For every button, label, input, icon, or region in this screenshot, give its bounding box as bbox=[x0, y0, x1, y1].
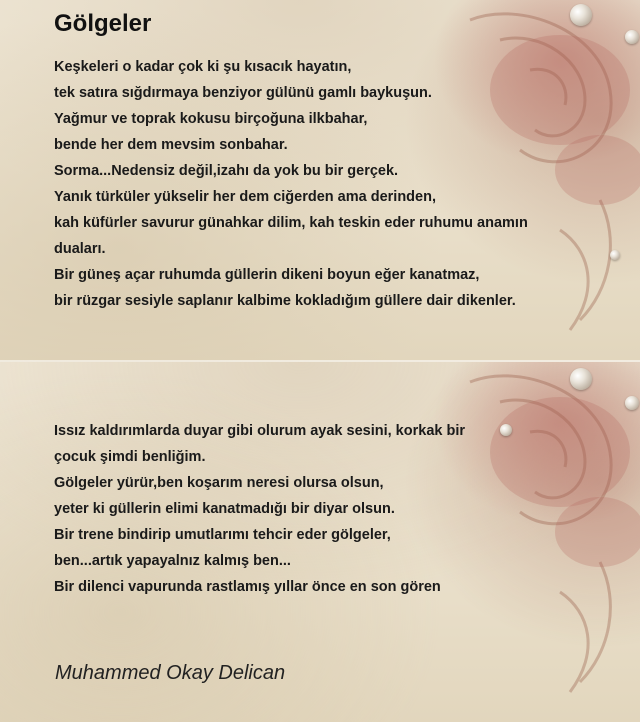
poem-line: Bir güneş açar ruhumda güllerin dikeni boyun eğer kanatmaz, bbox=[54, 267, 480, 283]
poem-line: tek satıra sığdırmaya benziyor gülünü gamlı baykuşun. bbox=[54, 85, 432, 101]
poem-line: Bir dilenci vapurunda rastlamış yıllar önce en son gören bbox=[54, 579, 441, 595]
stanza-1 bbox=[54, 54, 614, 314]
pearl-decoration bbox=[570, 4, 592, 26]
poem-title: Gölgeler bbox=[54, 10, 152, 37]
pearl-decoration bbox=[570, 368, 592, 390]
pearl-decoration bbox=[625, 396, 639, 410]
stanza-2 bbox=[54, 418, 614, 600]
poem-line: Bir trene bindirip umutlarımı tehcir eder gölgeler, bbox=[54, 527, 391, 543]
poem-line: Sorma...Nedensiz değil,izahı da yok bu bir gerçek. bbox=[54, 163, 399, 179]
poem-line: çocuk şimdi benliğim. bbox=[54, 449, 206, 465]
poem-line: yeter ki güllerin elimi kanatmadığı bir diyar olsun. bbox=[54, 501, 395, 517]
poem-line: bir rüzgar sesiyle saplanır kalbime kokladığım güllere dair dikenler. bbox=[54, 293, 516, 309]
poem-line: ben...artık yapayalnız kalmış ben... bbox=[54, 553, 291, 569]
poem-card-top bbox=[0, 0, 640, 360]
poem-line: Yanık türküler yükselir her dem ciğerden ama derinden, bbox=[54, 189, 436, 205]
pearl-decoration bbox=[625, 30, 639, 44]
poem-line: Yağmur ve toprak kokusu birçoğuna ilkbahar, bbox=[54, 111, 368, 127]
poem-line: Issız kaldırımlarda duyar gibi olurum ayak sesini, korkak bir bbox=[54, 423, 465, 439]
poem-line: duaları. bbox=[54, 241, 106, 257]
poem-line: kah küfürler savurur günahkar dilim, kah teskin eder ruhumu anamın bbox=[54, 215, 528, 231]
poem-line: bende her dem mevsim sonbahar. bbox=[54, 137, 288, 153]
poem-line: Keşkeleri o kadar çok ki şu kısacık hayatın, bbox=[54, 59, 352, 75]
poem-line: Gölgeler yürür,ben koşarım neresi olursa olsun, bbox=[54, 475, 384, 491]
poem-card-bottom bbox=[0, 360, 640, 722]
poem-author: Muhammed Okay Delican bbox=[55, 662, 286, 684]
